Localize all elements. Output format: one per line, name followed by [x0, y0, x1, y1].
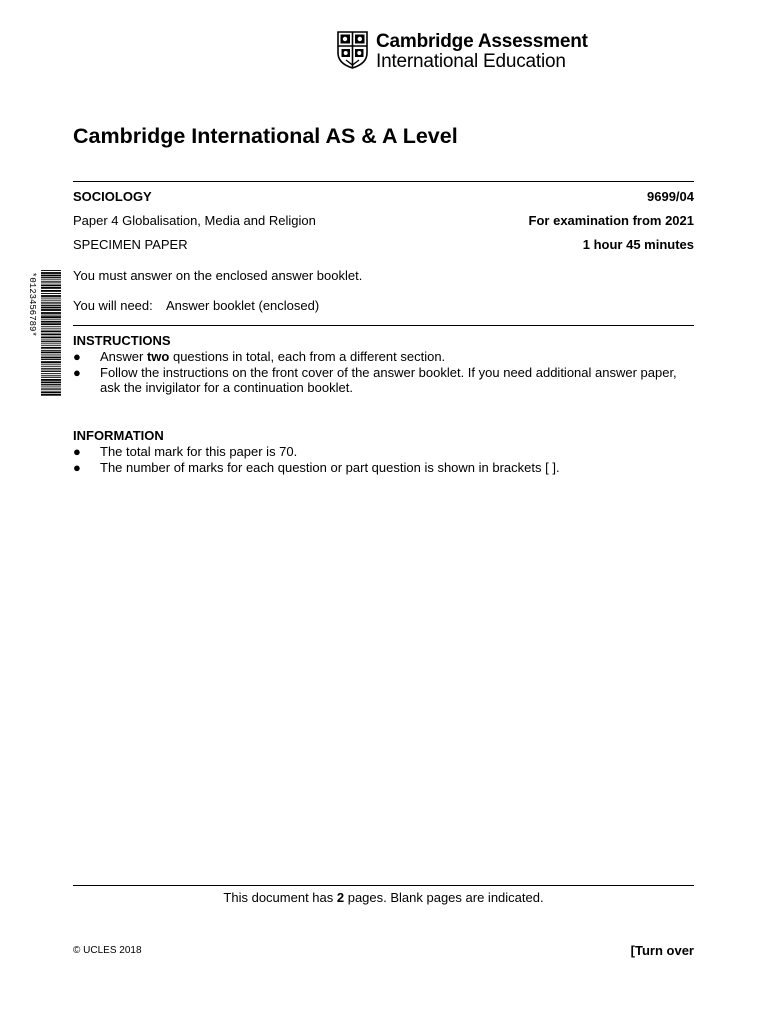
barcode-bar [41, 323, 61, 325]
barcode-bar [41, 281, 61, 282]
barcode-bar [41, 290, 61, 292]
barcode-bar [41, 386, 61, 387]
barcode-bar [41, 270, 61, 271]
barcode-bar [41, 377, 61, 378]
barcode-text: *0123456789* [27, 272, 37, 337]
footer-divider [73, 885, 694, 886]
barcode-bar [41, 368, 61, 369]
barcode-bar [41, 391, 61, 393]
barcode-bar [41, 340, 61, 341]
instructions-divider [73, 325, 694, 326]
shield-crest-icon [337, 31, 368, 69]
need-label: You will need: [73, 298, 153, 313]
barcode-bar [41, 279, 61, 280]
cambridge-logo [337, 31, 587, 71]
barcode-bar [41, 370, 61, 371]
barcode-bar [41, 359, 61, 360]
barcode-bar [41, 277, 61, 278]
barcode-bar [41, 388, 61, 389]
instruction-text-bold: two [146, 349, 170, 364]
information-text: The total mark for this paper is 70. [100, 444, 298, 459]
need-value: Answer booklet (enclosed) [166, 298, 320, 313]
barcode-bar [41, 343, 61, 344]
exam-duration: 1 hour 45 minutes [582, 237, 694, 252]
barcode-bar [41, 303, 61, 304]
qualification-title: Cambridge International AS & A Level [73, 124, 458, 148]
information-list [73, 444, 695, 475]
syllabus-code: 9699/04 [647, 189, 694, 204]
answer-note: You must answer on the enclosed answer booklet. [73, 268, 363, 283]
barcode-bar [41, 295, 61, 297]
barcode-bar [41, 328, 61, 329]
barcode-bar [41, 394, 61, 396]
paper-type: SPECIMEN PAPER [73, 237, 188, 252]
barcode-bar [41, 375, 61, 376]
barcode-bar [41, 272, 61, 274]
list-item [73, 365, 695, 396]
barcode-bar [41, 300, 61, 301]
barcode-bar [41, 298, 61, 299]
barcode-bar [41, 316, 61, 318]
barcode-bar [41, 371, 61, 372]
barcode-bar [41, 355, 61, 356]
barcode-bar [41, 382, 61, 384]
barcode-bar [41, 315, 61, 316]
barcode-bar [41, 282, 61, 283]
barcode-bar [41, 287, 61, 289]
barcode-bar [41, 334, 61, 336]
barcode-bar [41, 350, 61, 351]
top-divider [73, 181, 694, 182]
barcode-bar [41, 321, 61, 323]
barcode-bar [41, 341, 61, 342]
exam-year: For examination from 2021 [528, 213, 694, 228]
barcode-bar [41, 307, 61, 309]
barcode-bar [41, 389, 61, 390]
barcode-bar [41, 357, 61, 359]
page-count-note [73, 890, 694, 905]
barcode-bar [41, 319, 61, 320]
bullet-icon: ● [73, 349, 81, 364]
subject-name: SOCIOLOGY [73, 189, 152, 204]
information-heading: INFORMATION [73, 428, 164, 443]
barcode-bar [41, 364, 61, 365]
copyright: © UCLES 2018 [73, 945, 142, 956]
logo-text-line2: International Education [376, 51, 566, 72]
barcode-bar [41, 275, 61, 277]
barcode-bar [41, 345, 61, 346]
barcode-bar [41, 352, 61, 354]
bullet-icon: ● [73, 364, 81, 380]
barcode-bar [41, 326, 61, 327]
barcode-bar [41, 337, 61, 339]
barcode-bar [41, 384, 61, 385]
barcode-bar [41, 366, 61, 367]
instruction-text-pre: Answer [100, 349, 147, 364]
barcode-bar [41, 309, 61, 311]
barcode [27, 270, 63, 400]
information-text: The number of marks for each question or part question is shown in brackets [ ]. [100, 459, 560, 475]
instructions-list [73, 349, 695, 396]
list-item [73, 349, 695, 365]
bullet-icon: ● [73, 444, 81, 459]
instruction-text-post: questions in total, each from a different section. [169, 349, 446, 364]
list-item [73, 460, 695, 476]
list-item [73, 444, 695, 460]
barcode-bar [41, 379, 61, 381]
page-count-number: 2 [336, 890, 345, 905]
barcode-bar [41, 293, 61, 294]
barcode-bar [41, 361, 61, 363]
turn-over: [Turn over [630, 943, 694, 958]
barcode-bar [41, 347, 61, 349]
barcode-bar [41, 312, 61, 314]
instructions-heading: INSTRUCTIONS [73, 333, 171, 348]
barcode-bar [41, 285, 61, 287]
barcode-bar [41, 331, 61, 333]
bullet-icon: ● [73, 459, 81, 475]
barcode-bar [41, 373, 61, 374]
instruction-text: Follow the instructions on the front cover of the answer booklet. If you need additional answer paper, ask the invigilator for a continuation booklet. [100, 364, 677, 395]
page-count-pre: This document has [223, 890, 337, 905]
barcode-bar [41, 305, 61, 306]
page-count-post: pages. Blank pages are indicated. [344, 890, 544, 905]
barcode-bar [41, 302, 61, 303]
logo-text-line1: Cambridge Assessment [376, 31, 588, 52]
paper-name: Paper 4 Globalisation, Media and Religion [73, 213, 316, 228]
